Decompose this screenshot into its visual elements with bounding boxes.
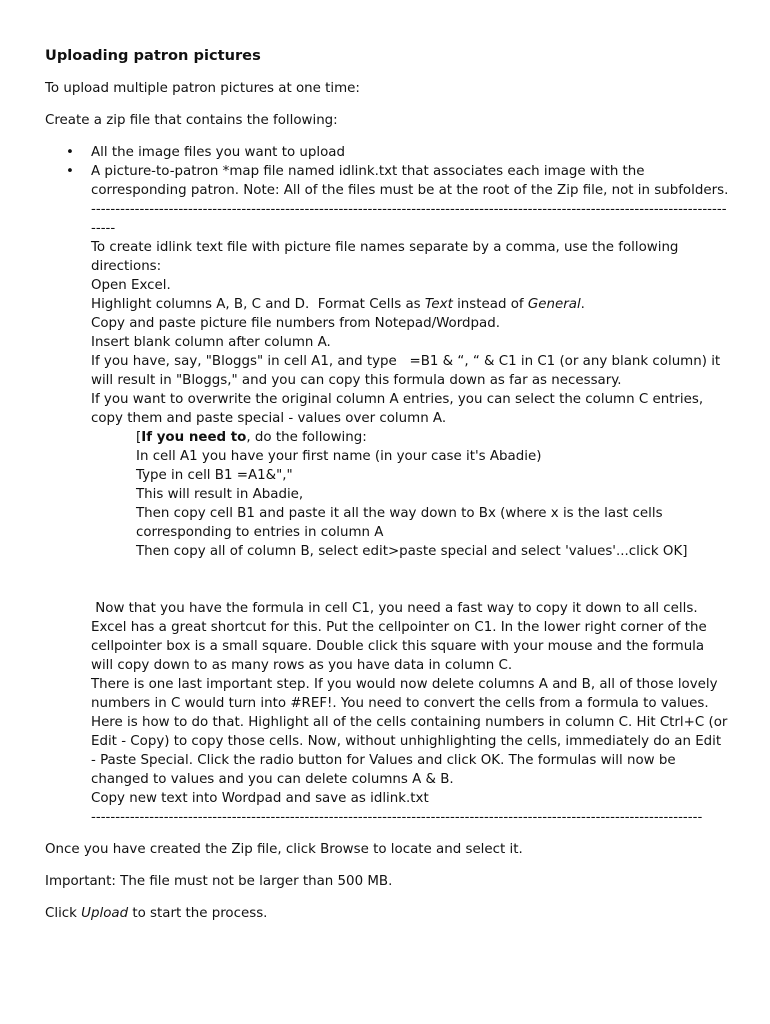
highlight-text-format: Text xyxy=(424,297,453,312)
upload-word: Upload xyxy=(81,906,129,921)
sub-line-2: Type in cell B1 =A1&"," xyxy=(136,468,293,483)
sub-steps xyxy=(136,428,730,561)
zip-contents-list xyxy=(45,143,730,200)
sub-line-4: Then copy cell B1 and paste it all the way down to Bx (where x is the last cells corresponding to entries in column A xyxy=(136,506,667,540)
important-text: Important: The file must not be larger than 500 MB. xyxy=(45,874,393,889)
divider-top: ---------------------------------------------------------------------------------------------------------------------------------------- xyxy=(91,202,727,236)
directions-highlight xyxy=(91,295,730,314)
click-upload-text xyxy=(45,904,730,923)
highlight-post: . xyxy=(580,297,585,312)
directions-open-excel: Open Excel. xyxy=(91,278,171,293)
divider-bottom: ------------------------------------------------------------------------------------------------------------------------------ xyxy=(91,810,703,825)
zip-intro-text: Create a zip file that contains the following: xyxy=(45,113,338,128)
list-item-text: A picture-to-patron *map file named idlink.txt that associates each image with the corresponding patron. Note: All of the files must be at the root of the Zip file, not in subfolders. xyxy=(91,164,729,198)
shortcut-para-2: There is one last important step. If you would now delete columns A and B, all of those lovely numbers in C would turn into #REF!. You need to convert the cells from a formula to values. Here is how to do that. Highlight all of the cells containing numbers in column C. Hit Ctrl+C (or Edit - Copy) to copy those cells. Now, without unhighlighting the cells, immediately do an Edit - Paste Special. Click the radio button for Values and click OK. The formulas will now be changed to values and you can delete columns A & B. xyxy=(91,677,732,787)
directions-insert-blank: Insert blank column after column A. xyxy=(91,335,331,350)
sub-lead-rest: , do the following: xyxy=(246,430,367,445)
sub-line-1: In cell A1 you have your first name (in your case it's Abadie) xyxy=(136,449,542,464)
document-page xyxy=(45,46,730,923)
click-pre: Click xyxy=(45,906,82,921)
list-item xyxy=(45,162,730,200)
bullet-icon: • xyxy=(66,145,74,160)
sub-line-5: Then copy all of column B, select edit>paste special and select 'values'...click OK] xyxy=(136,544,688,559)
directions-copy-paste: Copy and paste picture file numbers from Notepad/Wordpad. xyxy=(91,316,500,331)
bracket-open: [ xyxy=(136,430,142,445)
list-item-text: All the image files you want to upload xyxy=(91,145,345,160)
click-post: to start the process. xyxy=(128,906,268,921)
highlight-pre: Highlight columns A, B, C and D. Format Cells as xyxy=(91,297,425,312)
shortcut-para-1: Now that you have the formula in cell C1, you need a fast way to copy it down to all cells. Excel has a great shortcut for this. Put the cellpointer on C1. In the lower right corner of the cellpointer box is a small square. Double click this square with your mouse and the formula will copy down to as many rows as you have data in column C. xyxy=(91,601,711,673)
directions-block xyxy=(91,200,730,827)
bullet-icon: • xyxy=(66,164,74,179)
list-item xyxy=(45,143,730,162)
shortcut-para-3: Copy new text into Wordpad and save as idlink.txt xyxy=(91,791,429,806)
sub-lead-bold: If you need to xyxy=(141,430,247,445)
sub-lead xyxy=(136,428,730,447)
highlight-general-format: General xyxy=(527,297,581,312)
intro-text: To upload multiple patron pictures at one time: xyxy=(45,81,360,96)
directions-intro: To create idlink text file with picture file names separate by a comma, use the following directions: xyxy=(91,240,683,274)
directions-bloggs: If you have, say, "Bloggs" in cell A1, and type =B1 & “, “ & C1 in C1 (or any blank column) it will result in "Bloggs," and you can copy this formula down as far as necessary. xyxy=(91,354,725,388)
highlight-mid: instead of xyxy=(452,297,528,312)
directions-overwrite: If you want to overwrite the original column A entries, you can select the column C entries, copy them and paste special - values over column A. xyxy=(91,392,708,426)
browse-text: Once you have created the Zip file, click Browse to locate and select it. xyxy=(45,842,523,857)
sub-line-3: This will result in Abadie, xyxy=(136,487,304,502)
page-title: Uploading patron pictures xyxy=(45,47,261,64)
